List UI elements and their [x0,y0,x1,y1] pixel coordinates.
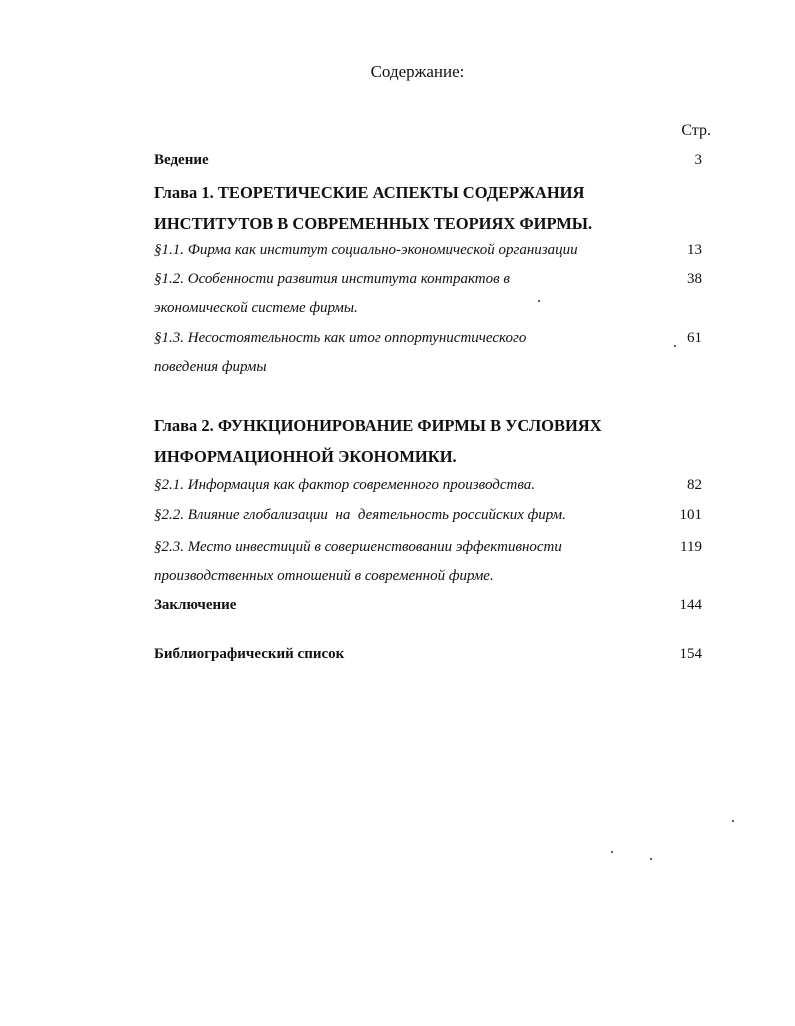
page-column-label: Стр. [681,122,711,139]
toc-entry-text: Заключение [154,597,237,613]
toc-entry-page: 38 [687,271,702,287]
toc-section-2-2 [154,501,710,530]
toc-section-2-1 [154,471,710,500]
scan-speck [538,300,540,302]
toc-entry-conclusion [154,591,710,620]
toc-entry-page: 144 [679,597,702,613]
section-title: §2.1. Информация как фактор современного производства. [154,477,535,493]
section-title: §2.2. Влияние глобализации на деятельность российских фирм. [154,507,566,523]
toc-section-1-3 [154,324,710,382]
chapter-title-line1: Глава 2. ФУНКЦИОНИРОВАНИЕ ФИРМЫ В УСЛОВИЯХ [154,416,602,435]
toc-entry-page: 101 [679,507,702,523]
toc-title: Содержание: [370,62,465,81]
section-title-line1: §2.3. Место инвестиций в совершенствовании эффективности [154,539,562,555]
section-title-line1: §1.3. Несостоятельность как итог оппортунистического [154,330,527,346]
toc-section-2-3 [154,533,710,591]
section-title-line2: поведения фирмы [154,359,267,375]
toc-chapter-1 [154,177,710,239]
scan-speck [674,345,676,347]
toc-entry-text: Библиографический список [154,646,345,662]
chapter-title-line1: Глава 1. ТЕОРЕТИЧЕСКИЕ АСПЕКТЫ СОДЕРЖАНИЯ [154,183,585,202]
toc-entry-text: Ведение [154,152,209,168]
toc-section-1-2 [154,265,710,323]
toc-section-1-1 [154,236,710,265]
toc-entry-page: 3 [694,152,702,168]
scan-speck [650,858,652,860]
toc-entry-page: 61 [687,330,702,346]
toc-entry-page: 13 [687,242,702,258]
scan-speck [732,820,734,822]
toc-entry-page: 154 [679,646,702,662]
toc-entry-page: 119 [680,539,702,555]
toc-entry-page: 82 [687,477,702,493]
toc-chapter-2 [154,410,710,472]
scan-speck [611,851,613,853]
section-title-line2: производственных отношений в современной фирме. [154,568,494,584]
section-title-line1: §1.2. Особенности развития института контрактов в [154,271,510,287]
chapter-title-line2: ИНСТИТУТОВ В СОВРЕМЕННЫХ ТЕОРИЯХ ФИРМЫ. [154,214,593,233]
chapter-title-line2: ИНФОРМАЦИОННОЙ ЭКОНОМИКИ. [154,447,457,466]
section-title-line2: экономической системе фирмы. [154,300,358,316]
toc-entry-intro [154,146,710,175]
section-title: §1.1. Фирма как институт социально-экономической организации [154,242,578,258]
toc-entry-bibliography [154,640,710,669]
